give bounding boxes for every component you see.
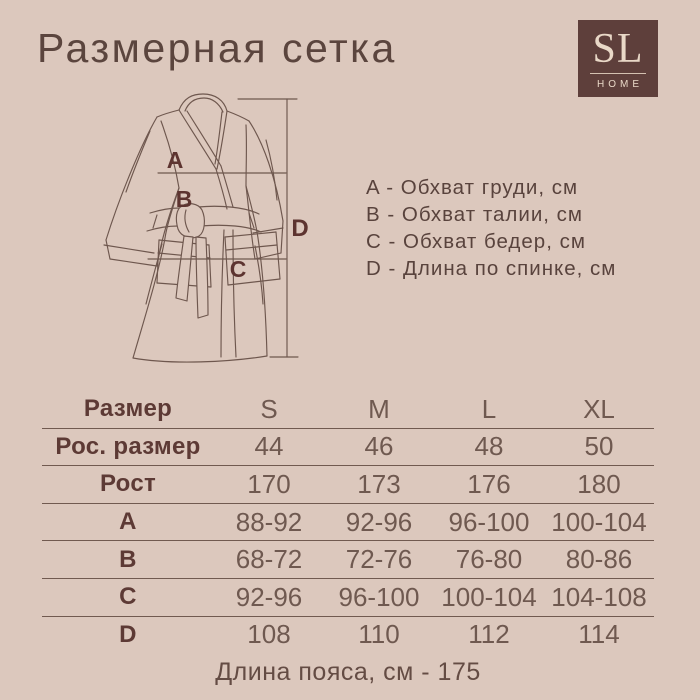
legend-item-chest: A - Обхват груди, см [366, 176, 579, 199]
table-row [42, 503, 654, 541]
legend-item-waist: B - Обхват талии, см [366, 203, 584, 226]
table-cell: 114 [578, 619, 620, 650]
table-cell: 104-108 [551, 581, 647, 612]
robe-diagram [100, 88, 315, 380]
row-label: A [119, 508, 137, 536]
table-cell: 100-104 [551, 506, 647, 537]
table-cell: 96-100 [448, 506, 530, 537]
table-cell: 96-100 [338, 581, 420, 612]
measure-label-c: C [229, 256, 247, 282]
table-row [42, 540, 654, 578]
row-label: D [119, 620, 137, 648]
measure-label-b: B [175, 186, 193, 212]
measurements-legend [366, 174, 616, 282]
table-row [42, 616, 654, 654]
table-cell: 173 [357, 468, 401, 499]
measure-label-a: A [166, 147, 184, 173]
col-header-xl: XL [583, 393, 615, 424]
brand-logo-word: HOME [597, 79, 643, 90]
table-cell: 176 [467, 468, 511, 499]
page-title: Размерная сетка [37, 25, 397, 71]
row-label: B [119, 545, 137, 573]
table-cell: 112 [468, 619, 510, 650]
row-label: Рос. размер [55, 432, 201, 460]
table-cell: 170 [247, 468, 291, 499]
size-table [42, 391, 654, 687]
table-cell: 92-96 [235, 581, 303, 612]
row-label: Размер [83, 395, 173, 423]
col-header-s: S [260, 393, 278, 424]
row-label: Рост [99, 470, 157, 498]
table-row [42, 465, 654, 503]
col-header-m: M [368, 393, 390, 424]
table-row [42, 428, 654, 466]
table-header-row [42, 391, 654, 428]
legend-item-length: D - Длина по спинке, см [366, 257, 617, 280]
row-label: C [119, 583, 137, 611]
table-cell: 92-96 [345, 506, 413, 537]
measure-label-d: D [291, 215, 309, 242]
table-cell: 50 [584, 431, 614, 462]
table-cell: 80-86 [565, 544, 633, 575]
legend-item-hips: C - Обхват бедер, см [366, 230, 586, 253]
table-cell: 108 [247, 619, 291, 650]
table-cell: 48 [474, 431, 504, 462]
table-cell: 44 [254, 431, 284, 462]
table-row [42, 578, 654, 616]
belt-knot-and-ties [176, 204, 208, 318]
table-cell: 100-104 [441, 581, 537, 612]
table-cell: 88-92 [235, 506, 303, 537]
brand-logo [578, 20, 658, 97]
table-cell: 72-76 [345, 544, 413, 575]
brand-logo-initials: SL [592, 26, 644, 72]
belt-length-note: Длина пояса, см - 175 [215, 658, 481, 687]
table-cell: 68-72 [235, 544, 303, 575]
col-header-l: L [481, 393, 497, 424]
table-cell: 46 [364, 431, 394, 462]
table-cell: 76-80 [455, 544, 523, 575]
table-cell: 180 [577, 468, 621, 499]
table-cell: 110 [358, 619, 400, 650]
brand-logo-divider [590, 73, 646, 74]
